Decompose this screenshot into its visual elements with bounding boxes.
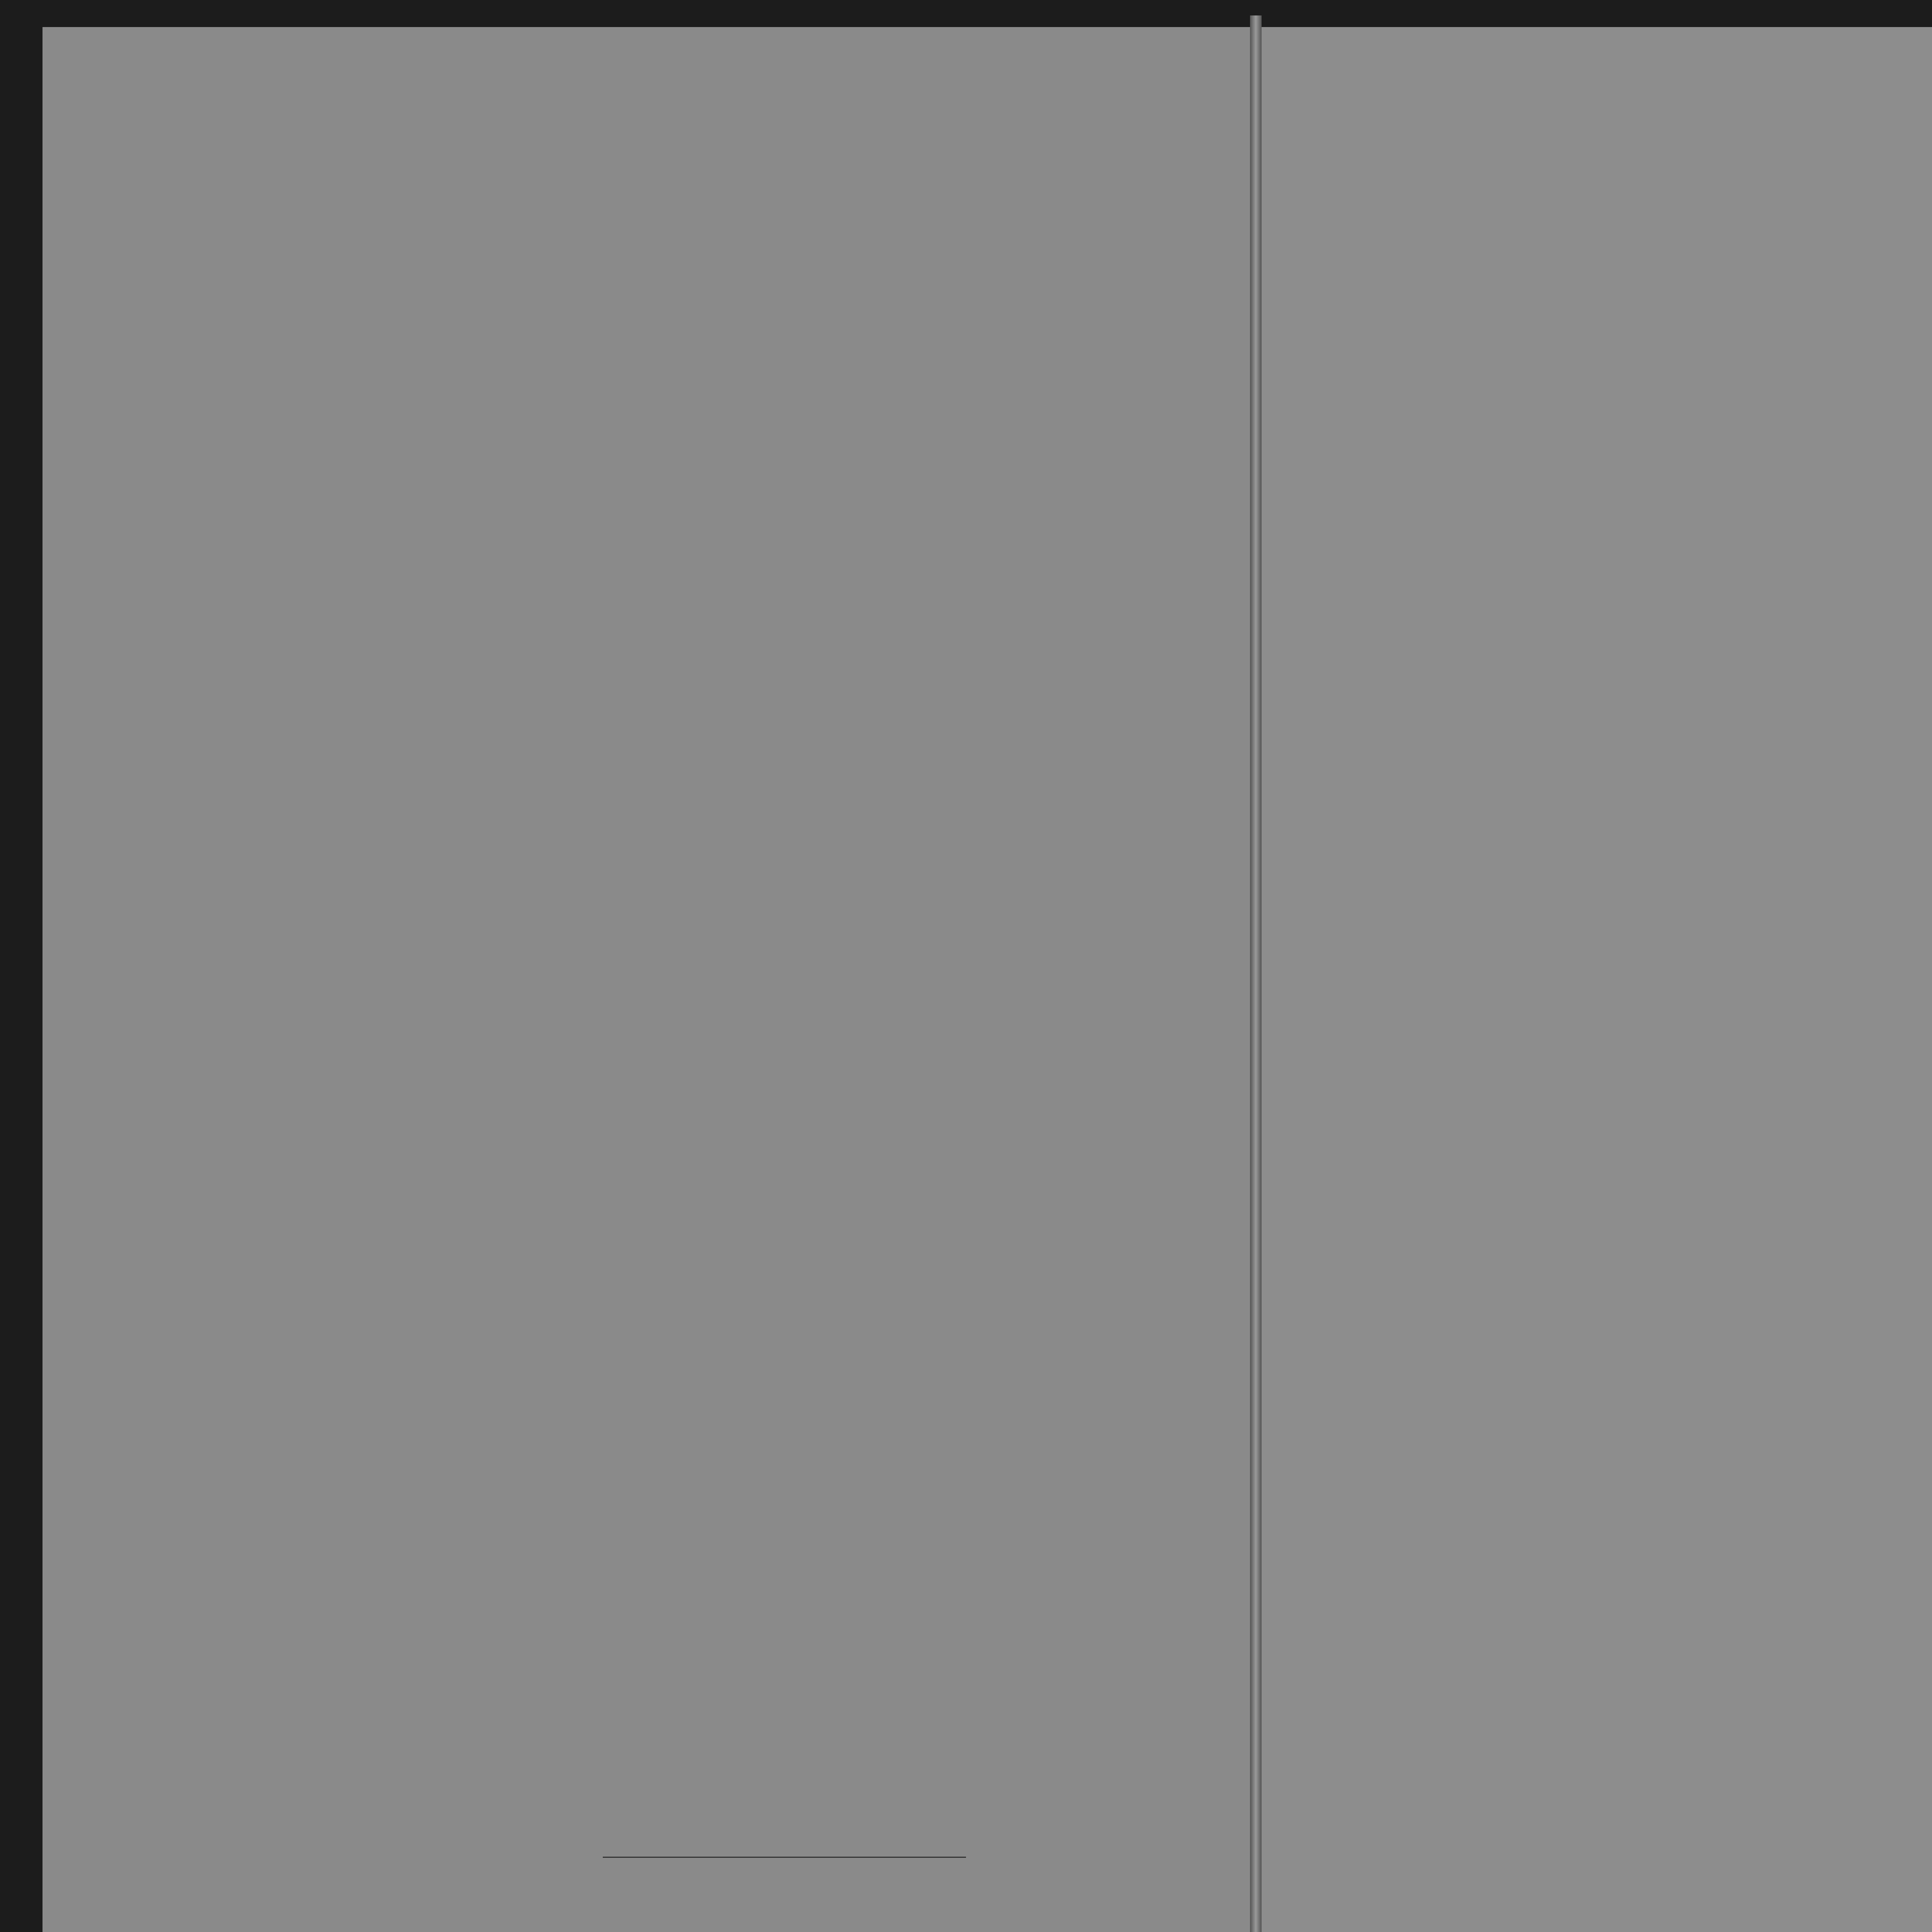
signature-line xyxy=(603,1857,966,1858)
